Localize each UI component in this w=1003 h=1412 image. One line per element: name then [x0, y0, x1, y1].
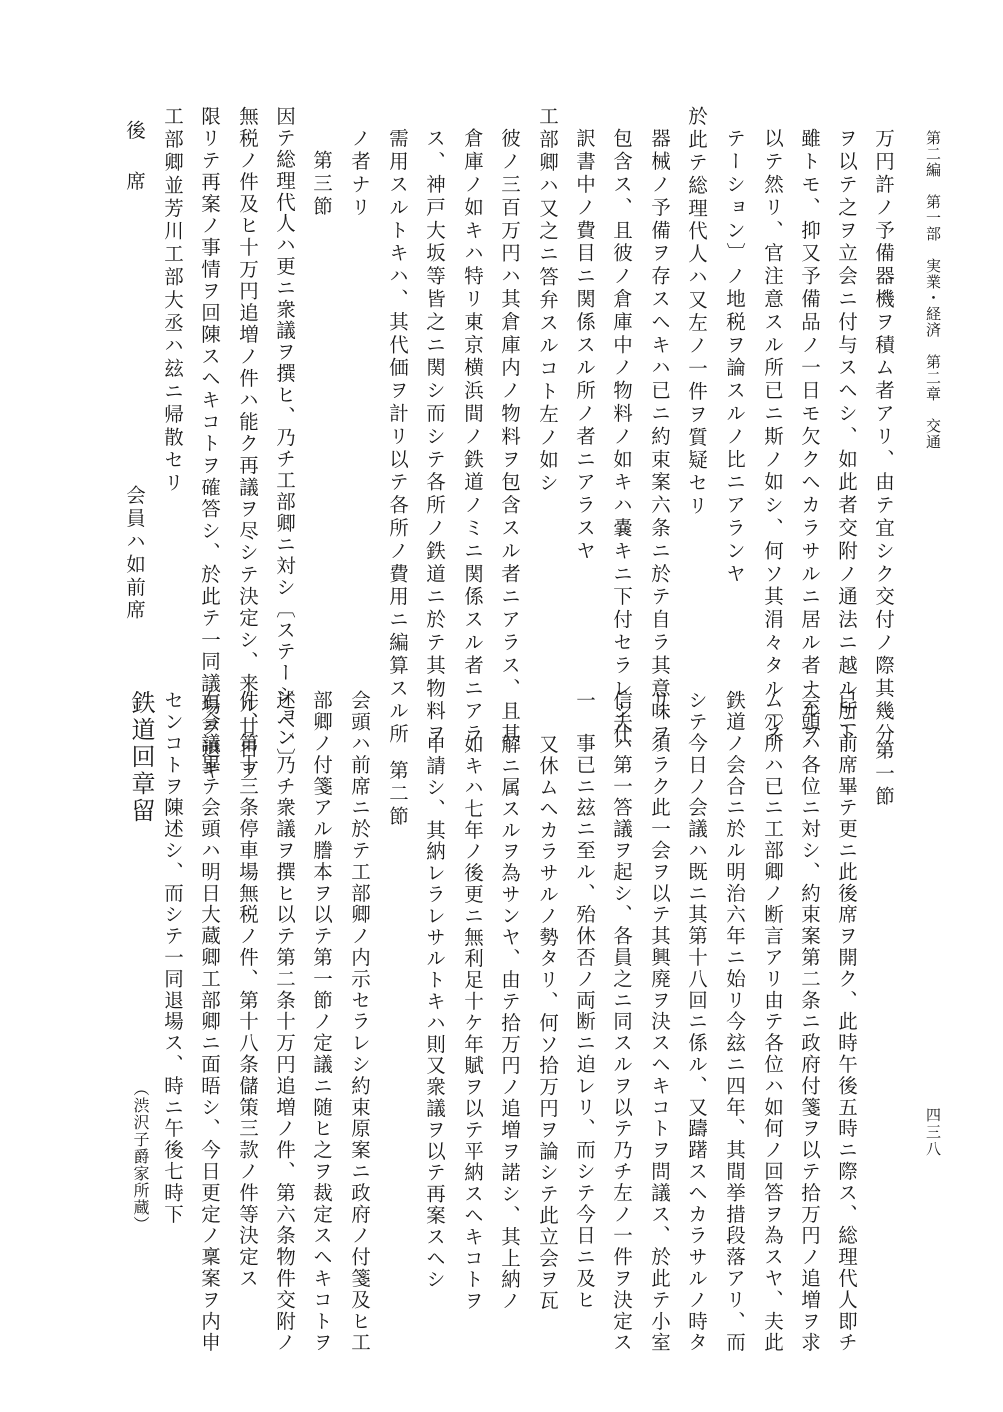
text-column: ノ者ナリ	[348, 128, 371, 220]
source-note: （渋沢子爵家所蔵）	[131, 1080, 150, 1233]
text-column: 需用スルトキハ、其代価ヲ計リ以テ各所ノ費用ニ編算スル所	[386, 128, 409, 747]
section-heading: 後 席	[123, 120, 146, 197]
text-column: 会員ハ如前席	[123, 485, 146, 623]
text-column: 倉庫ノ如キハ特リ東京横浜間ノ鉄道ノミニ関係スル者ニアラ	[461, 128, 484, 747]
text-column: 器械ノ予備ヲ存スヘキハ已ニ約束案六条ニ於テ自ラ其意味ヲ	[648, 128, 671, 747]
text-column: テーション〕ノ地税ヲ論スルノ比ニアランヤ	[723, 128, 746, 586]
text-column: 無税ノ件及ヒ十万円追増ノ件ハ能ク再議ヲ尽シテ決定シ、来ル廿日ヲ	[236, 106, 259, 782]
text-column: 又休ムヘカラサルノ勢タリ、何ソ拾万円ヲ論シテ此立会ヲ瓦	[536, 734, 559, 1312]
text-column: ス、神戸大坂等皆之ニ関シ而シテ各所ノ鉄道ニ於テ其物料ヲ	[423, 128, 446, 747]
document-title: 鉄道回章留	[127, 690, 155, 825]
text-column: 会頭ハ前席ニ於テ工部卿ノ内示セラレシ約束原案ニ政府ノ付箋及ヒ工	[348, 690, 371, 1354]
text-column: 鉄道ノ会合ニ於ル明治六年ニ始リ今玆ニ四年、其間挙措段落アリ、而	[723, 690, 746, 1354]
text-column: シテ今日ノ会議ハ既ニ其第十八回ニ係ル、又躊躇スヘカラサルノ時タ	[685, 690, 708, 1354]
text-column: 於此テ総理代人ハ又左ノ一件ヲ質疑セリ	[685, 106, 708, 519]
text-column: 訳書中ノ費目ニ関係スル所ノ者ニアラスヤ	[573, 128, 596, 564]
text-column: 会頭ハ各位ニ対シ、約束案第二条ニ政府付箋ヲ以テ拾万円ノ追増ヲ求	[798, 690, 821, 1354]
text-column: 右会議畢テ会頭ハ明日大蔵卿工部卿ニ面晤シ、今日更定ノ稟案ヲ内申	[198, 690, 221, 1354]
text-column: 工部卿並芳川工部大丞ハ玆ニ帰散セリ	[161, 106, 184, 496]
text-column: 包含ス、且彼ノ倉庫中ノ物料ノ如キハ嚢キニ下付セラレシ仕	[610, 128, 633, 747]
page-number: 四三八	[924, 1107, 942, 1158]
text-column: 部卿ノ付箋アル謄本ヲ以テ第一節ノ定議ニ随ヒ之ヲ裁定スヘキコトヲ	[310, 690, 333, 1354]
text-column: 一 事已ニ玆ニ至ル、殆休否ノ両断ニ迫レリ、而シテ今日ニ及ヒ	[573, 690, 596, 1311]
text-column: 限リテ再案ノ事情ヲ回陳スヘキコトヲ確答シ、於此テ一同議場ヲ退キ	[198, 106, 221, 782]
text-column: 件、第十三条停車場無税ノ件、第十八条儲策三款ノ件等決定ス	[236, 690, 259, 1290]
text-column: 述ヘ、乃チ衆議ヲ撰ヒ以テ第二条十万円追増ノ件、第六条物件交附ノ	[273, 690, 296, 1354]
text-column: センコトヲ陳述シ、而シテ一同退場ス、時ニ午後七時下	[161, 690, 184, 1225]
section-heading: 第三節	[310, 150, 333, 219]
text-column: 信夫ハ第一答議ヲ起シ、各員之ニ同スルヲ以テ乃チ左ノ一件ヲ決定ス	[610, 690, 633, 1354]
text-column: 如キハ七年ノ後更ニ無利足十ケ年賦ヲ以テ平納スヘキコトヲ	[461, 734, 484, 1312]
text-column: 雖トモ、抑又予備品ノ一日モ欠クヘカラサルニ居ル者ナルヲ	[798, 128, 821, 747]
section-heading: 第一節	[872, 740, 895, 809]
text-column: 申請シ、其納レラレサルトキハ則又衆議ヲ以テ再案スヘシ	[423, 734, 446, 1291]
running-header: 第二編 第一部 実業・経済 第二章 交通	[924, 130, 942, 450]
section-heading: 第二節	[386, 760, 409, 829]
text-column: 解ニ属スルヲ為サンヤ、由テ拾万円ノ追増ヲ諾シ、其上納ノ	[498, 734, 521, 1312]
text-column: リ、須ラク此一会ヲ以テ其興廃ヲ決スヘキコトヲ問議ス、於此テ小室	[648, 690, 671, 1354]
text-column: ムル所ハ已ニ工部卿ノ断言アリ由テ各位ハ如何ノ回答ヲ為スヤ、夫此	[761, 690, 784, 1354]
text-column: 因テ総理代人ハ更ニ衆議ヲ撰ヒ、乃チ工部卿ニ対シ〔ステーション〕	[273, 106, 296, 770]
text-column: 工部卿ハ又之ニ答弁スルコト左ノ如シ	[536, 106, 559, 496]
text-column: 以テ然リ、官注意スル所已ニ斯ノ如シ、何ソ其涓々タル〔ス	[761, 128, 784, 747]
text-column: 万円許ノ予備器機ヲ積ム者アリ、由テ宜シク交付ノ際其幾分	[872, 128, 895, 747]
text-column: ヲ以テ之ヲ立会ニ付与スヘシ、如此者交附ノ通法ニ越ル所ト	[835, 128, 858, 747]
text-column: 已ニ前席畢テ更ニ此後席ヲ開ク、此時午後五時ニ際ス、総理代人即チ	[835, 690, 858, 1354]
text-column: 彼ノ三百万円ハ其倉庫内ノ物料ヲ包含スル者ニアラス、且其	[498, 128, 521, 747]
